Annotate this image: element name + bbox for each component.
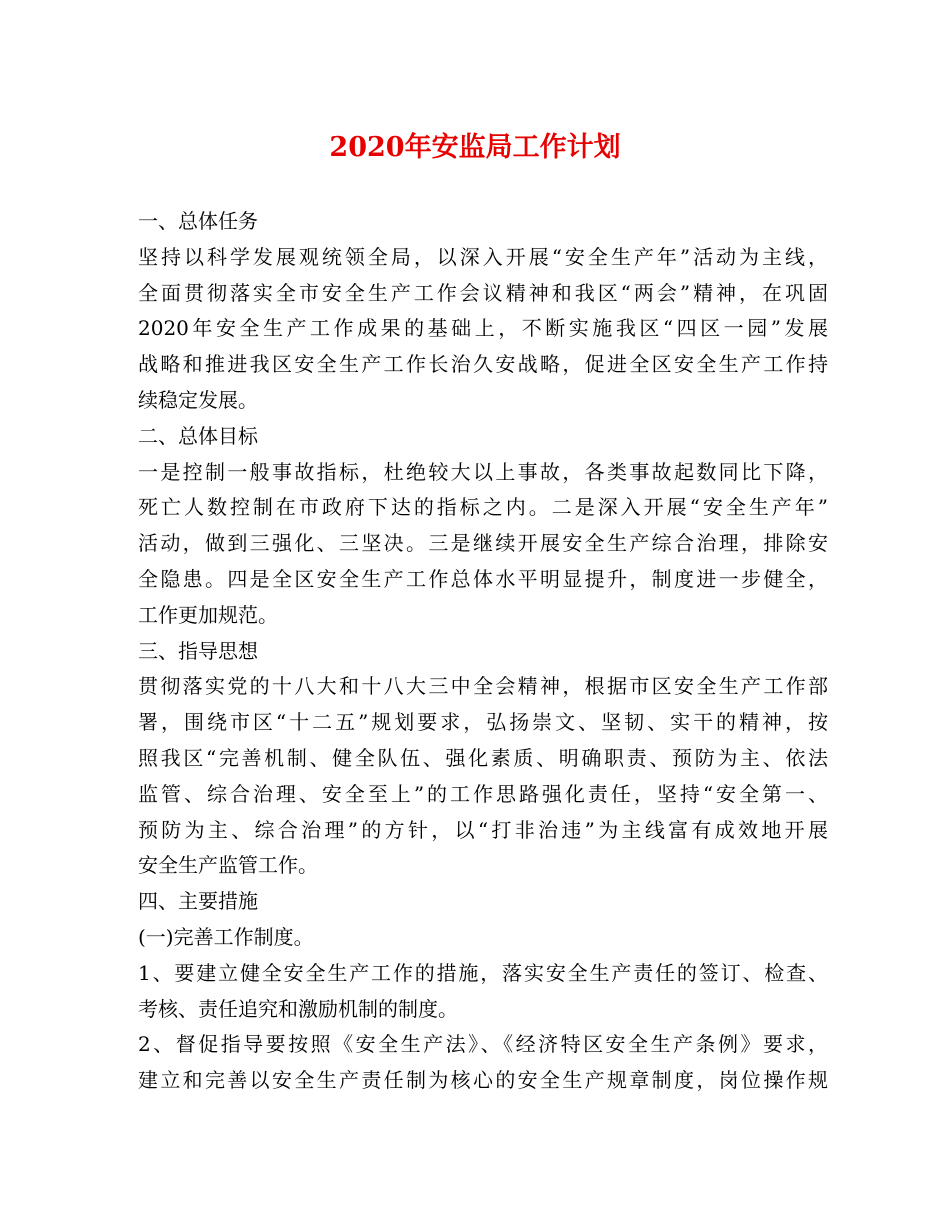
text-line: (一)完善工作制度。 <box>138 924 314 949</box>
text-line: 建立和完善以安全生产责任制为核心的安全生产规章制度，岗位操作规 <box>138 1068 828 1093</box>
document-body <box>138 204 828 1099</box>
text-line: 预防为主、综合治理”的方针，以“打非治违”为主线富有成效地开展 <box>138 817 828 842</box>
text-line: 贯彻落实党的十八大和十八大三中全会精神，根据市区安全生产工作部 <box>138 674 828 699</box>
text-line: 照我区“完善机制、健全队伍、强化素质、明确职责、预防为主、依法 <box>138 745 828 770</box>
text-line: 2020年安全生产工作成果的基础上，不断实施我区“四区一园”发展 <box>138 316 828 341</box>
text-line: 续稳定发展。 <box>138 387 258 412</box>
text-line: 工作更加规范。 <box>138 602 278 627</box>
text-line: 坚持以科学发展观统领全局，以深入开展“安全生产年”活动为主线， <box>138 244 828 269</box>
text-line: 四、主要措施 <box>138 889 258 914</box>
text-line: 考核、责任追究和激励机制的制度。 <box>138 996 458 1021</box>
text-line: 一、总体任务 <box>138 209 258 233</box>
text-line: 二、总体目标 <box>138 423 258 448</box>
text-line: 署，围绕市区“十二五”规划要求，弘扬崇文、坚韧、实干的精神，按 <box>138 710 828 735</box>
text-line: 战略和推进我区安全生产工作长治久安战略，促进全区安全生产工作持 <box>138 352 828 377</box>
text-line: 监管、综合治理、安全至上”的工作思路强化责任，坚持“安全第一、 <box>138 781 828 806</box>
text-line: 死亡人数控制在市政府下达的指标之内。二是深入开展“安全生产年” <box>138 495 828 520</box>
text-line: 活动，做到三强化、三坚决。三是继续开展安全生产综合治理，排除安 <box>138 531 828 556</box>
text-line: 全面贯彻落实全市安全生产工作会议精神和我区“两会”精神，在巩固 <box>138 280 828 305</box>
text-line: 2、督促指导要按照《安全生产法》、《经济特区安全生产条例》要求， <box>138 1032 828 1057</box>
text-line: 一是控制一般事故指标，杜绝较大以上事故，各类事故起数同比下降， <box>138 459 828 484</box>
document-title: 2020年安监局工作计划 <box>329 132 621 163</box>
text-line: 1、要建立健全安全生产工作的措施，落实安全生产责任的签订、检查、 <box>138 960 828 985</box>
text-line: 安全生产监管工作。 <box>138 853 318 878</box>
text-line: 三、指导思想 <box>138 638 258 663</box>
text-line: 全隐患。四是全区安全生产工作总体水平明显提升，制度进一步健全， <box>138 566 828 591</box>
